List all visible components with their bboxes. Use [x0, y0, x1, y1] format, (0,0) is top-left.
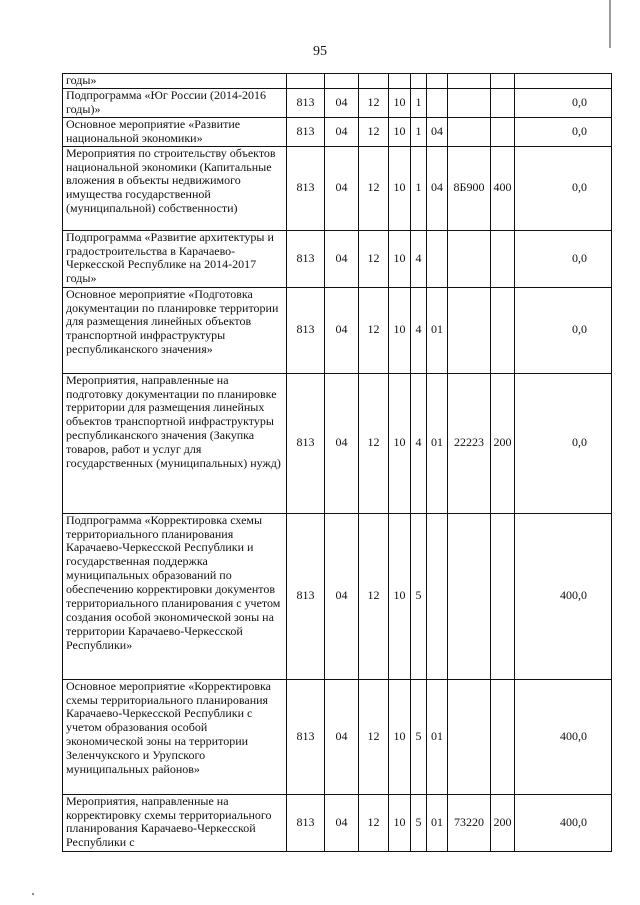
row-code-cell-c7: [448, 89, 491, 118]
row-code-cell-c6: 01: [427, 373, 448, 513]
row-code-cell-c8: [491, 679, 515, 794]
row-code-cell-c4: 10: [389, 513, 411, 679]
row-name-cell: Мероприятия, направленные на подготовку документации по планировке территории для размещения линейных объектов транспортной инфраструктуры республиканского значения (Закупка товаров, работ и услуг для государственных (муниципальных) нужд): [63, 373, 287, 513]
row-name-cell: Подпрограмма «Развитие архитектуры и градостроительства в Карачаево-Черкесской Республике на 2014-2017 годы»: [63, 230, 287, 287]
row-code-cell-c7: 22223: [448, 373, 491, 513]
row-code-cell-c1: 813: [287, 513, 325, 679]
row-code-cell-c1: 813: [287, 794, 325, 851]
row-code-cell-c7: [448, 117, 491, 146]
row-code-cell-c3: 12: [359, 230, 389, 287]
row-code-cell-c2: 04: [325, 373, 359, 513]
page-number: 95: [313, 44, 327, 59]
row-code-cell-c7: [448, 74, 491, 89]
row-code-cell-c8: 200: [491, 794, 515, 851]
row-name-cell: Подпрограмма «Юг России (2014-2016 годы)»: [63, 89, 287, 118]
row-name-cell: годы»: [63, 74, 287, 89]
row-code-cell-c5: 4: [411, 230, 427, 287]
table-row: [63, 513, 612, 679]
budget-table-wrapper: [62, 73, 612, 852]
row-name-cell: Мероприятия, направленные на корректировку схемы территориального планирования Карачаево-Черкесской Республики с: [63, 794, 287, 851]
row-code-cell-c1: 813: [287, 230, 325, 287]
row-code-cell-c8: [491, 287, 515, 373]
table-row: [63, 679, 612, 794]
row-code-cell-c7: [448, 230, 491, 287]
row-code-cell-c3: 12: [359, 794, 389, 851]
row-amount-cell: 400,0: [515, 794, 612, 851]
row-amount-cell: 0,0: [515, 89, 612, 118]
row-code-cell-c2: 04: [325, 794, 359, 851]
table-row: [63, 373, 612, 513]
row-code-cell-c4: 10: [389, 794, 411, 851]
row-name-cell: Основное мероприятие «Корректировка схемы территориального планирования Карачаево-Черкесской Республики с учетом образования особой экономической зоны на территории Зеленчукского и Урупского муниципальных районов»: [63, 679, 287, 794]
row-code-cell-c6: [427, 513, 448, 679]
row-name-cell: Основное мероприятие «Подготовка документации по планировке территории для размещения линейных объектов транспортной инфраструктуры республиканского значения»: [63, 287, 287, 373]
row-code-cell-c7: 8Б900: [448, 146, 491, 230]
row-code-cell-c1: 813: [287, 146, 325, 230]
row-code-cell-c1: 813: [287, 679, 325, 794]
row-code-cell-c5: 5: [411, 513, 427, 679]
row-code-cell-c4: 10: [389, 117, 411, 146]
row-code-cell-c3: 12: [359, 287, 389, 373]
row-code-cell-c7: [448, 679, 491, 794]
row-code-cell-c3: 12: [359, 373, 389, 513]
row-code-cell-c6: [427, 230, 448, 287]
row-code-cell-c2: 04: [325, 679, 359, 794]
row-code-cell-c6: [427, 74, 448, 89]
table-row: [63, 794, 612, 851]
table-body: [63, 74, 612, 852]
row-code-cell-c5: 1: [411, 89, 427, 118]
row-code-cell-c2: 04: [325, 89, 359, 118]
row-amount-cell: 0,0: [515, 146, 612, 230]
row-code-cell-c4: 10: [389, 89, 411, 118]
row-amount-cell: [515, 74, 612, 89]
row-code-cell-c6: 04: [427, 117, 448, 146]
row-code-cell-c4: 10: [389, 146, 411, 230]
table-row: [63, 287, 612, 373]
row-code-cell-c8: [491, 230, 515, 287]
row-code-cell-c4: [389, 74, 411, 89]
row-code-cell-c5: 4: [411, 287, 427, 373]
row-code-cell-c7: [448, 287, 491, 373]
row-amount-cell: 400,0: [515, 679, 612, 794]
row-code-cell-c6: 04: [427, 146, 448, 230]
row-amount-cell: 0,0: [515, 373, 612, 513]
row-amount-cell: 0,0: [515, 117, 612, 146]
row-code-cell-c5: 4: [411, 373, 427, 513]
row-code-cell-c6: 01: [427, 794, 448, 851]
row-amount-cell: 400,0: [515, 513, 612, 679]
row-code-cell-c2: [325, 74, 359, 89]
row-code-cell-c5: 5: [411, 794, 427, 851]
row-code-cell-c8: 200: [491, 373, 515, 513]
row-code-cell-c2: 04: [325, 513, 359, 679]
row-name-cell: Основное мероприятие «Развитие национальной экономики»: [63, 117, 287, 146]
table-row: [63, 230, 612, 287]
row-code-cell-c6: 01: [427, 287, 448, 373]
budget-table: [62, 73, 612, 852]
row-code-cell-c1: [287, 74, 325, 89]
row-code-cell-c2: 04: [325, 287, 359, 373]
table-row: [63, 146, 612, 230]
row-code-cell-c3: [359, 74, 389, 89]
row-code-cell-c4: 10: [389, 679, 411, 794]
row-code-cell-c4: 10: [389, 287, 411, 373]
row-code-cell-c8: [491, 89, 515, 118]
row-code-cell-c5: 5: [411, 679, 427, 794]
row-code-cell-c6: [427, 89, 448, 118]
table-row: [63, 74, 612, 89]
row-code-cell-c5: 1: [411, 117, 427, 146]
row-code-cell-c8: [491, 117, 515, 146]
row-code-cell-c1: 813: [287, 287, 325, 373]
row-amount-cell: 0,0: [515, 230, 612, 287]
row-amount-cell: 0,0: [515, 287, 612, 373]
row-code-cell-c2: 04: [325, 146, 359, 230]
row-code-cell-c4: 10: [389, 230, 411, 287]
row-code-cell-c1: 813: [287, 89, 325, 118]
row-code-cell-c4: 10: [389, 373, 411, 513]
row-code-cell-c8: [491, 74, 515, 89]
row-code-cell-c8: [491, 513, 515, 679]
row-code-cell-c2: 04: [325, 230, 359, 287]
row-code-cell-c3: 12: [359, 117, 389, 146]
table-row: [63, 89, 612, 118]
row-code-cell-c1: 813: [287, 117, 325, 146]
row-code-cell-c1: 813: [287, 373, 325, 513]
row-code-cell-c6: 01: [427, 679, 448, 794]
row-code-cell-c7: 73220: [448, 794, 491, 851]
row-code-cell-c8: 400: [491, 146, 515, 230]
row-name-cell: Мероприятия по строительству объектов национальной экономики (Капитальные вложения в объекты недвижимого имущества государственной (муниципальной) собственности): [63, 146, 287, 230]
row-code-cell-c5: 1: [411, 146, 427, 230]
row-code-cell-c3: 12: [359, 146, 389, 230]
scan-dust: [32, 893, 34, 895]
row-code-cell-c7: [448, 513, 491, 679]
row-code-cell-c3: 12: [359, 513, 389, 679]
table-row: [63, 117, 612, 146]
row-code-cell-c2: 04: [325, 117, 359, 146]
row-name-cell: Подпрограмма «Корректировка схемы территориального планирования Карачаево-Черкесской Республики и государственная поддержка муниципальных образований по обеспечению корректировки документов территориального планирования с учетом создания особой экономической зоны на территории Карачаево-Черкесской Республики»: [63, 513, 287, 679]
row-code-cell-c3: 12: [359, 89, 389, 118]
row-code-cell-c3: 12: [359, 679, 389, 794]
scan-edge-mark: [609, 0, 611, 48]
row-code-cell-c5: [411, 74, 427, 89]
